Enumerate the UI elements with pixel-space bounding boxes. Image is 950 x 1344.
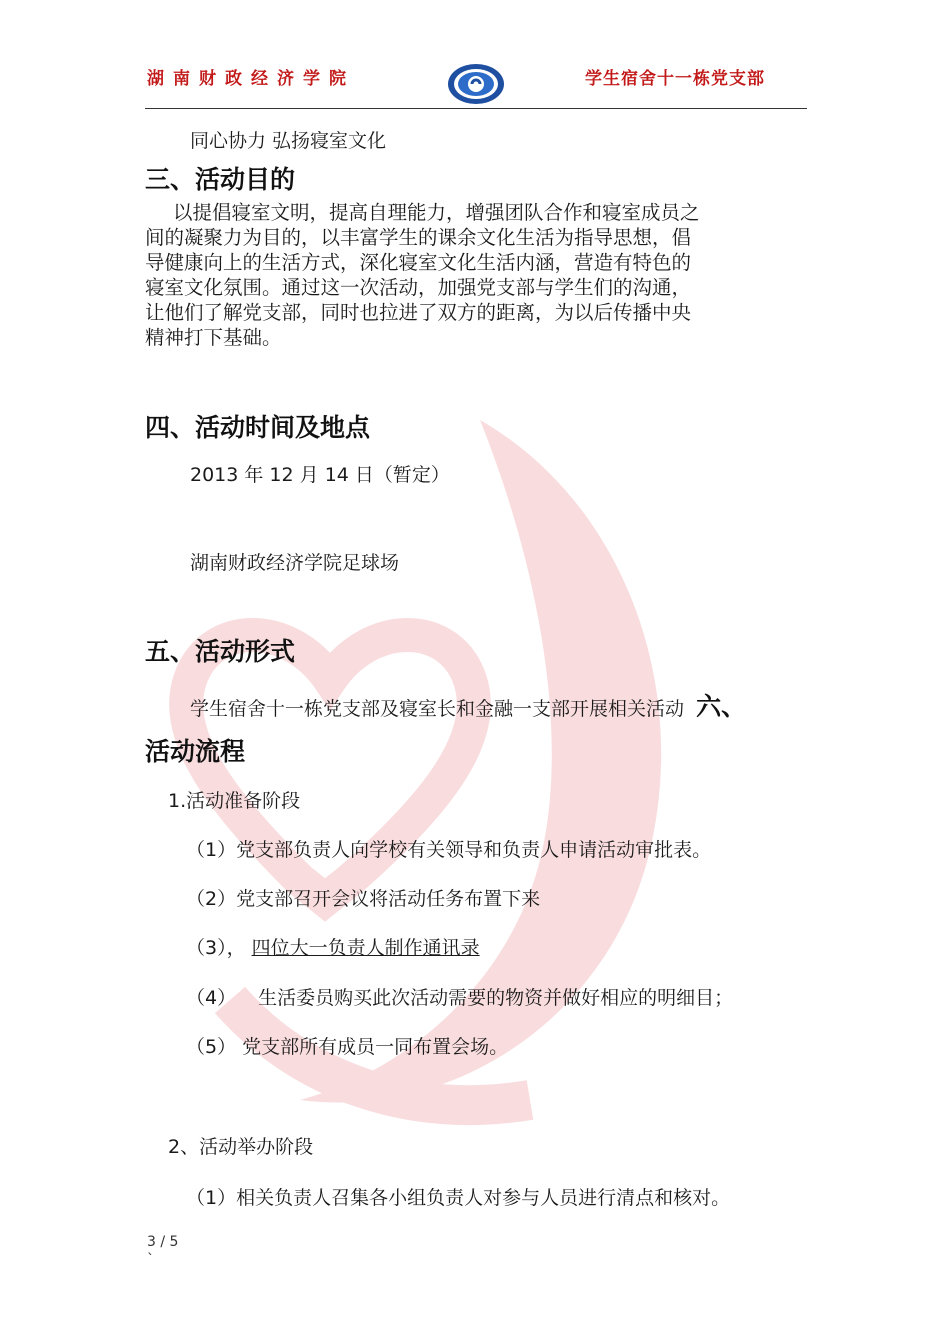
purpose-line: 让他们了解党支部，同时也拉进了双方的距离，为以后传播中央: [145, 301, 692, 324]
section-4-title: 四、活动时间及地点: [145, 413, 371, 442]
motto: 同心协力 弘扬寝室文化: [190, 130, 387, 152]
header-rule: [145, 108, 807, 109]
stage-1-item-4-text: 生活委员购买此次活动需要的物资并做好相应的明细目；: [258, 987, 734, 1009]
stage-1-item: （1）党支部负责人向学校有关领导和负责人申请活动审批表。: [186, 839, 712, 861]
header-branch-name: 学生宿舍十一栋党支部: [585, 69, 765, 89]
stage-1-title: 1.活动准备阶段: [168, 790, 301, 812]
stage-2-title: 2、活动举办阶段: [168, 1136, 314, 1158]
purpose-line: 精神打下基础。: [145, 326, 282, 349]
stage-1-item-3-prefix: （3），: [186, 937, 246, 959]
stage-1-item: （2）党支部召开会议将活动任务布置下来: [186, 888, 541, 910]
section-6-title-part1: 六、: [696, 692, 747, 721]
purpose-line: 导健康向上的生活方式，深化寝室文化生活内涵，营造有特色的: [145, 251, 692, 274]
purpose-paragraph: [145, 200, 810, 350]
footer-tick: `: [147, 1252, 154, 1268]
stage-1-item-4: [186, 983, 733, 1010]
section-3-title: 三、活动目的: [145, 165, 296, 194]
purpose-line: 寝室文化氛围。通过这一次活动，加强党支部与学生们的沟通，: [145, 276, 692, 299]
section-5-title: 五、活动形式: [145, 637, 296, 666]
stage-2-item: （1）相关负责人召集各小组负责人对参与人员进行清点和核对。: [186, 1187, 731, 1209]
stage-1-item-4-prefix: （4）: [186, 987, 237, 1009]
purpose-line: 间的凝聚力为目的，以丰富学生的课余文化生活为指导思想，倡: [145, 226, 692, 249]
activity-form-label: 学生宿舍十一栋党支部及寝室长和金融一支部开展相关活动: [190, 698, 685, 720]
purpose-line: 以提倡寝室文明，提高自理能力，增强团队合作和寝室成员之: [173, 201, 700, 224]
page-number: 3 / 5: [147, 1234, 179, 1250]
header-school-name: 湖南财政经济学院: [147, 69, 355, 89]
school-emblem-icon: [446, 62, 506, 106]
stage-1-item-3: [186, 933, 480, 960]
activity-form-text: [190, 687, 746, 723]
stage-1-item: （5） 党支部所有成员一同布置会场。: [186, 1036, 509, 1058]
activity-date: 2013 年 12 月 14 日（暂定）: [190, 464, 450, 486]
contact-list-link[interactable]: 四位大一负责人制作通讯录: [251, 937, 480, 959]
section-6-title-part2: 活动流程: [145, 737, 246, 766]
activity-venue: 湖南财政经济学院足球场: [190, 552, 400, 574]
